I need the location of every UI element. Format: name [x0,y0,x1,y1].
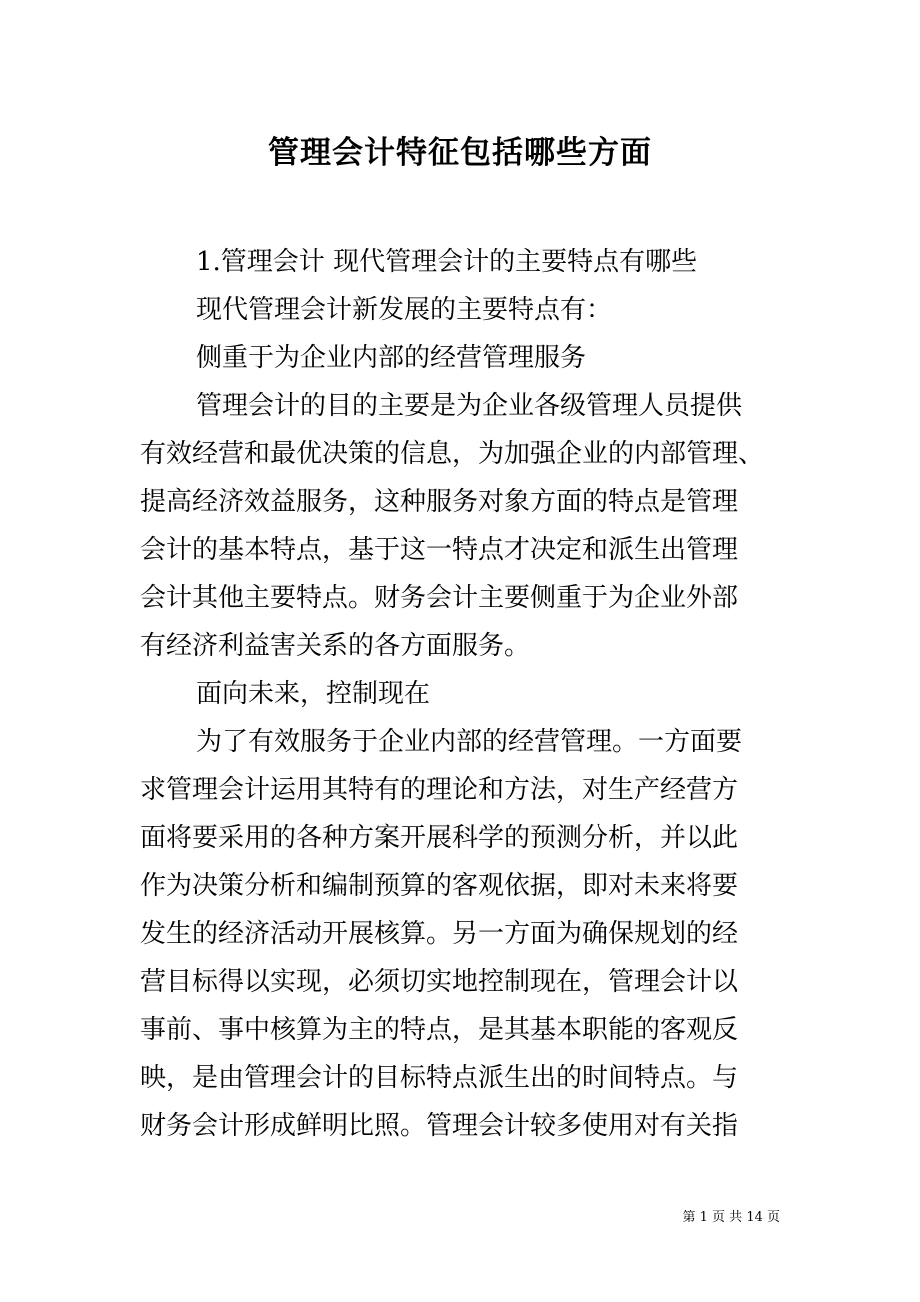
section-heading: 侧重于为企业内部的经营管理服务 [196,343,587,373]
section-heading: 面向未来，控制现在 [196,679,431,709]
document-title: 管理会计特征包括哪些方面 [268,135,652,171]
body-line: 有效经营和最优决策的信息，为加强企业的内部管理、 [140,439,765,469]
body-line: 发生的经济活动开展核算。另一方面为确保规划的经 [140,919,739,949]
body-line: 会计其他主要特点。财务会计主要侧重于为企业外部 [140,583,739,613]
body-line: 为了有效服务于企业内部的经营管理。一方面要 [196,727,743,757]
body-line: 求管理会计运用其特有的理论和方法，对生产经营方 [140,775,739,805]
body-line: 事前、事中核算为主的特点，是其基本职能的客观反 [140,1015,739,1045]
body-line: 营目标得以实现，必须切实地控制现在，管理会计以 [140,967,739,997]
body-line: 1.管理会计 现代管理会计的主要特点有哪些 [196,247,698,277]
page-number: 第 1 页 共 14 页 [682,1210,780,1225]
body-line: 财务会计形成鲜明比照。管理会计较多使用对有关指 [140,1111,739,1141]
body-line: 映，是由管理会计的目标特点派生出的时间特点。与 [140,1063,739,1093]
body-line: 有经济利益害关系的各方面服务。 [140,631,531,661]
body-line: 会计的基本特点，基于这一特点才决定和派生出管理 [140,535,739,565]
body-line: 面将要采用的各种方案开展科学的预测分析，并以此 [140,823,739,853]
body-line: 提高经济效益服务，这种服务对象方面的特点是管理 [140,487,739,517]
body-line: 管理会计的目的主要是为企业各级管理人员提供 [196,391,743,421]
body-line: 现代管理会计新发展的主要特点有： [196,295,613,325]
body-line: 作为决策分析和编制预算的客观依据，即对未来将要 [140,871,739,901]
document-body [140,238,782,1150]
